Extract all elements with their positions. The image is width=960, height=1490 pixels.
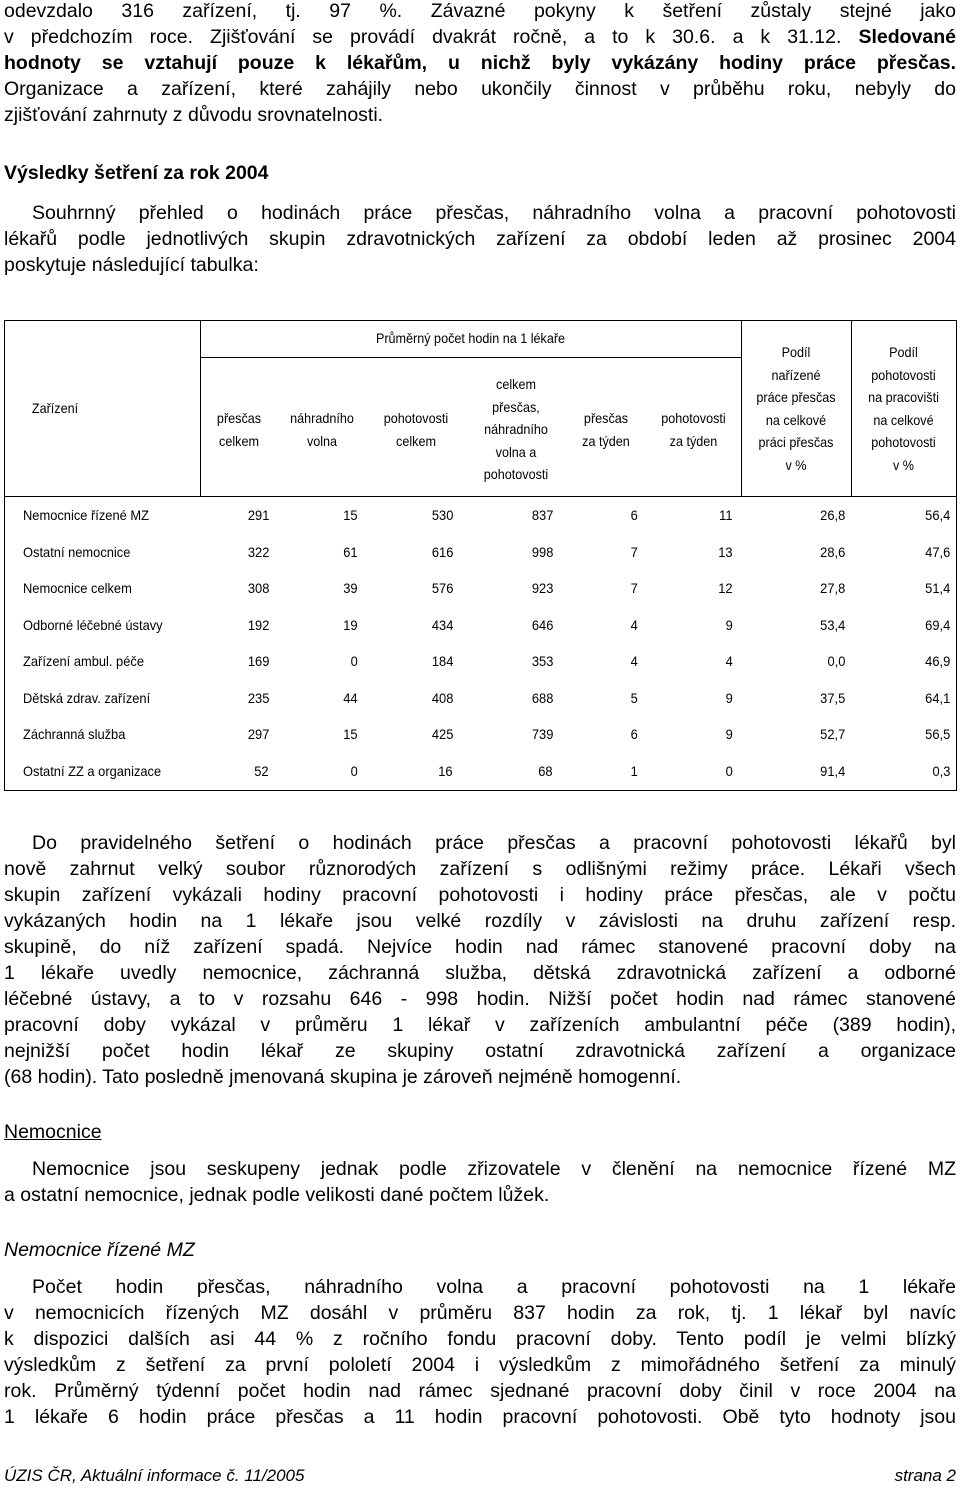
heading-mz: Nemocnice řízené MZ bbox=[4, 1239, 195, 1261]
row-value: 425 bbox=[431, 726, 453, 742]
nemocnice-line: a ostatní nemocnice, jednak podle velikosti dané počtem lůžek. bbox=[4, 1184, 550, 1206]
nemocnice-line: Nemocnice jsou seskupeny jednak podle zřizovatele v členění na nemocnice řízené MZ bbox=[32, 1158, 956, 1180]
row-facility-name: Dětská zdrav. zařízení bbox=[23, 689, 151, 706]
row-value: 9 bbox=[725, 689, 733, 706]
row-value: 6 bbox=[630, 726, 638, 742]
body-line: skupin zařízení vykázali hodiny pracovní pohotovosti i hodiny práce přesčas, ale v počtu bbox=[4, 884, 956, 906]
body-paragraph bbox=[4, 830, 956, 1090]
row-facility-name: Zařízení ambul. péče bbox=[23, 653, 144, 669]
mz-line: k dispozici dalších asi 44 % z ročního fondu pracovní doby. Tento podíl je velmi blízký bbox=[4, 1328, 956, 1350]
row-value: 0,0 bbox=[827, 653, 845, 669]
intro-bold-line: hodnoty se vztahují pouze k lékařům, u nichž byly vykázány hodiny práce přesčas. bbox=[4, 52, 956, 74]
row-value: 0,3 bbox=[932, 762, 950, 779]
row-value: 19 bbox=[343, 616, 358, 633]
summary-line: lékařů podle jednotlivých skupin zdravotnických zařízení za období leden až prosinec 2004 bbox=[4, 228, 956, 250]
row-facility-name: Ostatní ZZ a organizace bbox=[23, 762, 162, 779]
table-row bbox=[5, 607, 956, 644]
row-value: 291 bbox=[247, 507, 269, 523]
header-col-compensatory: náhradního volna bbox=[290, 410, 354, 449]
page-number: strana 2 bbox=[894, 1466, 956, 1485]
row-value: 6 bbox=[630, 507, 638, 523]
row-value: 37,5 bbox=[819, 689, 845, 706]
header-group: Průměrný počet hodin na 1 lékaře bbox=[375, 330, 566, 346]
table-header bbox=[5, 321, 956, 497]
row-value: 322 bbox=[247, 543, 269, 560]
row-value: 184 bbox=[431, 653, 453, 669]
row-value: 0 bbox=[725, 762, 733, 779]
row-value: 68 bbox=[538, 762, 553, 779]
row-value: 297 bbox=[247, 726, 269, 742]
row-value: 576 bbox=[431, 580, 453, 596]
row-value: 52,7 bbox=[819, 726, 845, 742]
row-value: 16 bbox=[438, 762, 453, 779]
body-line: léčebné ústavy, a to v rozsahu 646 - 998 hodin. Nižší počet hodin nad rámec stanovené bbox=[4, 988, 956, 1010]
row-value: 61 bbox=[343, 543, 358, 560]
row-value: 53,4 bbox=[819, 616, 845, 633]
section-heading: Výsledky šetření za rok 2004 bbox=[4, 162, 269, 184]
table-row bbox=[5, 643, 956, 680]
row-value: 47,6 bbox=[924, 543, 950, 560]
row-value: 46,9 bbox=[924, 653, 950, 669]
header-col-standby-share: Podíl pohotovosti na pracovišti na celkové pohotovosti v % bbox=[868, 344, 939, 473]
table-row bbox=[5, 680, 956, 717]
row-value: 169 bbox=[247, 653, 269, 669]
row-value: 4 bbox=[630, 653, 638, 669]
row-value: 688 bbox=[531, 689, 553, 706]
body-line: nejnižší počet hodin lékař ze skupiny ostatní zdravotnická zařízení a organizace bbox=[4, 1040, 956, 1062]
heading-nemocnice: Nemocnice bbox=[4, 1121, 102, 1143]
row-value: 4 bbox=[725, 653, 733, 669]
header-facility: Zařízení bbox=[31, 400, 79, 416]
row-value: 27,8 bbox=[819, 580, 845, 596]
data-table bbox=[4, 320, 957, 791]
row-value: 616 bbox=[431, 543, 453, 560]
row-value: 646 bbox=[531, 616, 553, 633]
row-value: 91,4 bbox=[819, 762, 845, 779]
header-col-overtime-week: přesčas za týden bbox=[582, 410, 630, 449]
row-value: 7 bbox=[630, 543, 638, 560]
row-value: 12 bbox=[718, 580, 733, 596]
body-line: Do pravidelného šetření o hodinách práce přesčas a pracovní pohotovosti lékařů byl bbox=[32, 832, 956, 854]
row-value: 192 bbox=[247, 616, 269, 633]
row-value: 15 bbox=[343, 507, 358, 523]
row-value: 64,1 bbox=[924, 689, 950, 706]
row-value: 837 bbox=[531, 507, 553, 523]
row-value: 28,6 bbox=[819, 543, 845, 560]
row-value: 9 bbox=[725, 726, 733, 742]
header-col-standby: pohotovosti celkem bbox=[383, 410, 449, 449]
row-facility-name: Ostatní nemocnice bbox=[23, 543, 131, 560]
row-facility-name: Odborné léčebné ústavy bbox=[23, 616, 163, 633]
header-col-ordered-share: Podíl nařízené práce přesčas na celkové práci přesčas v % bbox=[756, 344, 836, 473]
mz-line: výsledkům z šetření za první pololetí 2004 i výsledkům z mimořádného šetření za minulý bbox=[4, 1354, 956, 1376]
summary-paragraph bbox=[4, 200, 956, 278]
table-row bbox=[5, 753, 956, 790]
row-value: 13 bbox=[718, 543, 733, 560]
row-value: 998 bbox=[531, 543, 553, 560]
row-value: 739 bbox=[531, 726, 553, 742]
intro-paragraph bbox=[4, 0, 956, 128]
body-line: vykázaných hodin na 1 lékaře jsou velké rozdíly v závislosti na druhu zařízení resp. bbox=[4, 910, 956, 932]
table-row bbox=[5, 497, 956, 534]
row-facility-name: Nemocnice řízené MZ bbox=[23, 507, 149, 523]
row-value: 408 bbox=[431, 689, 453, 706]
intro-line: odevzdalo 316 zařízení, tj. 97 %. Závazné pokyny k šetření zůstaly stejné jako bbox=[4, 0, 956, 22]
header-col-standby-week: pohotovosti za týden bbox=[661, 410, 726, 449]
intro-line bbox=[4, 24, 956, 50]
row-value: 530 bbox=[431, 507, 453, 523]
intro-line-text: v předchozím roce. Zjišťování se provádí dvakrát ročně, a to k 30.6. a k 31.12. bbox=[4, 26, 842, 48]
page-footer bbox=[4, 1464, 956, 1488]
row-value: 7 bbox=[630, 580, 638, 596]
row-value: 51,4 bbox=[924, 580, 950, 596]
row-value: 44 bbox=[343, 689, 358, 706]
footer-source: ÚZIS ČR, Aktuální informace č. 11/2005 bbox=[4, 1466, 305, 1485]
row-value: 5 bbox=[630, 689, 638, 706]
body-line: nově zahrnut velký soubor různorodých zařízení s odlišnými režimy práce. Lékaři všech bbox=[4, 858, 956, 880]
body-line: 1 lékaře uvedly nemocnice, záchranná služba, dětská zdravotnická zařízení a odborné bbox=[4, 962, 956, 984]
row-value: 0 bbox=[350, 762, 358, 779]
row-value: 434 bbox=[431, 616, 453, 633]
row-value: 69,4 bbox=[924, 616, 950, 633]
table-row bbox=[5, 570, 956, 607]
nemocnice-paragraph bbox=[4, 1156, 956, 1208]
row-value: 56,5 bbox=[924, 726, 950, 742]
mz-paragraph bbox=[4, 1274, 956, 1430]
row-value: 52 bbox=[254, 762, 269, 779]
table-row bbox=[5, 716, 956, 753]
table-row bbox=[5, 534, 956, 571]
row-value: 11 bbox=[719, 507, 733, 523]
header-col-total: celkem přesčas, náhradního volna a pohotovosti bbox=[483, 376, 549, 482]
row-value: 353 bbox=[531, 653, 553, 669]
mz-line: Počet hodin přesčas, náhradního volna a pracovní pohotovosti na 1 lékaře bbox=[32, 1276, 956, 1298]
row-value: 308 bbox=[247, 580, 269, 596]
summary-line: poskytuje následující tabulka: bbox=[4, 254, 259, 276]
mz-line: 1 lékaře 6 hodin práce přesčas a 11 hodin pracovní pohotovosti. Obě tyto hodnoty jsou bbox=[4, 1406, 956, 1428]
row-value: 1 bbox=[630, 762, 638, 779]
body-line: skupině, do níž zařízení spadá. Nejvíce hodin nad rámec stanovené pracovní doby na bbox=[4, 936, 956, 958]
row-value: 235 bbox=[247, 689, 269, 706]
intro-line: Organizace a zařízení, které zahájily nebo ukončily činnost v průběhu roku, nebyly do bbox=[4, 78, 956, 100]
body-line: pracovní doby vykázal v průměru 1 lékař v zařízeních ambulantní péče (389 hodin), bbox=[4, 1014, 956, 1036]
row-facility-name: Záchranná služba bbox=[23, 726, 126, 742]
intro-line: zjišťování zahrnuty z důvodu srovnatelnosti. bbox=[4, 104, 384, 126]
row-value: 9 bbox=[725, 616, 733, 633]
row-value: 15 bbox=[343, 726, 358, 742]
header-col-overtime: přesčas celkem bbox=[216, 410, 262, 449]
row-facility-name: Nemocnice celkem bbox=[23, 580, 132, 596]
row-value: 0 bbox=[350, 653, 358, 669]
summary-line: Souhrnný přehled o hodinách práce přesčas, náhradního volna a pracovní pohotovosti bbox=[32, 202, 956, 224]
mz-line: rok. Průměrný týdenní počet hodin nad rámec sjednané pracovní doby činil v roce 2004 na bbox=[4, 1380, 956, 1402]
row-value: 923 bbox=[531, 580, 553, 596]
intro-bold-tail: Sledované bbox=[858, 26, 956, 48]
body-line: (68 hodin). Tato posledně jmenovaná skupina je zároveň nejméně homogenní. bbox=[4, 1066, 682, 1088]
mz-line: v nemocnicích řízených MZ dosáhl v průměru 837 hodin za rok, tj. 1 lékař byl navíc bbox=[4, 1302, 956, 1324]
row-value: 26,8 bbox=[819, 507, 845, 523]
row-value: 39 bbox=[343, 580, 358, 596]
row-value: 4 bbox=[630, 616, 638, 633]
row-value: 56,4 bbox=[924, 507, 950, 523]
